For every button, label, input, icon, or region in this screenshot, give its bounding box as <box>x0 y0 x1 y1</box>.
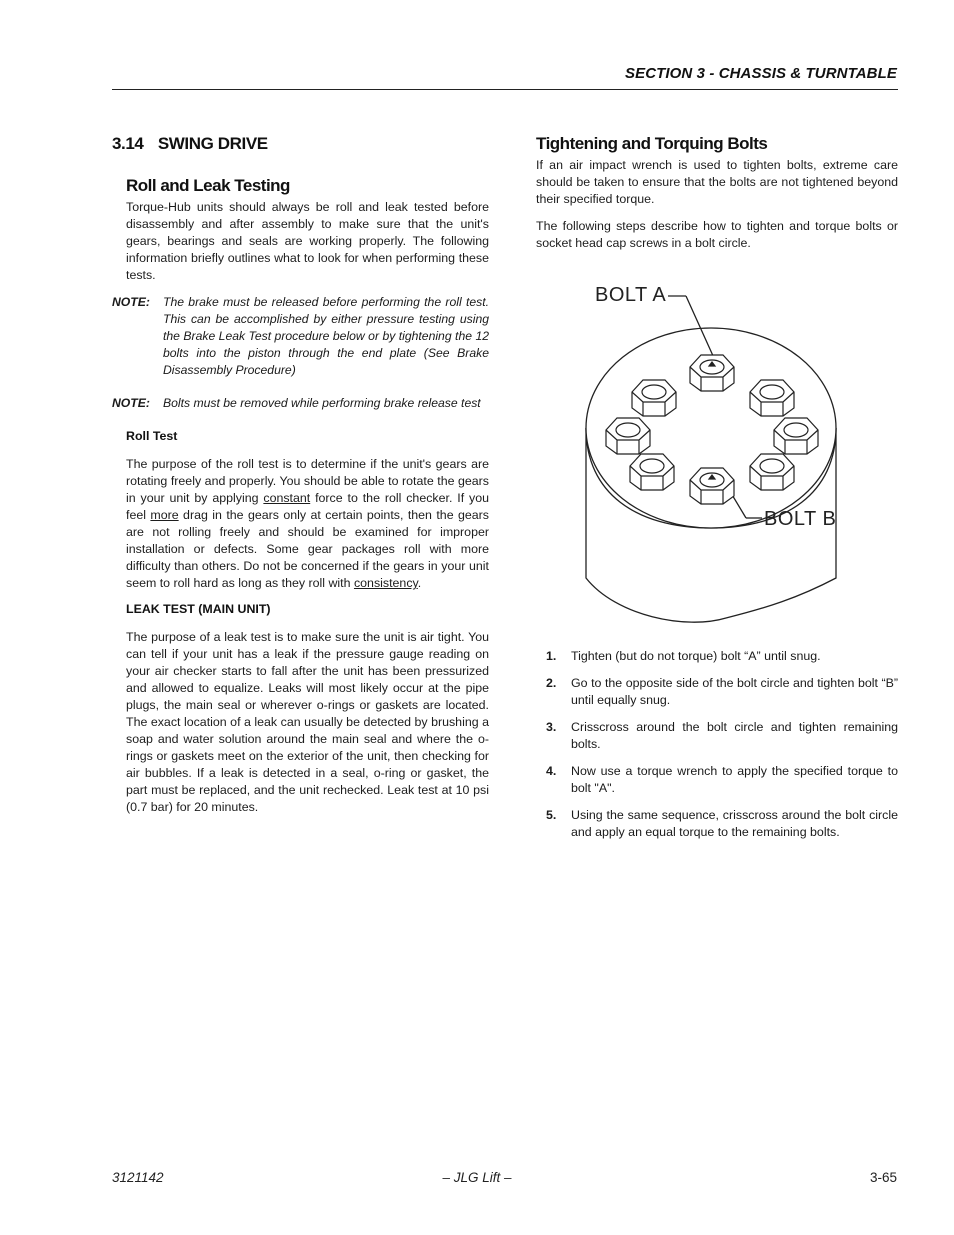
step-item <box>536 675 898 709</box>
section-heading <box>112 134 489 154</box>
note-brake-release <box>112 294 489 379</box>
note-text: Bolts must be removed while performing brake release test <box>163 396 481 410</box>
header-divider <box>112 89 898 90</box>
roll-underline-consistency: consistency <box>353 576 418 590</box>
step-item <box>536 719 898 753</box>
steps-intro-paragraph: The following steps describe how to tighten and torque bolts or socket head cap screws in a bolt circle. <box>536 219 898 250</box>
impact-wrench-paragraph: If an air impact wrench is used to tighten bolts, extreme care should be taken to ensure that the bolts are not tightened beyond their specified torque. <box>536 158 898 206</box>
roll-text-1: The purpose of the roll test is to determine if the unit's gears are rotating freely and properly. You should be able to rotate the gears in your unit by applying <box>126 457 489 505</box>
footer-page-number: 3-65 <box>869 1170 897 1185</box>
roll-text-2: force to the roll checker. If you feel <box>126 491 490 522</box>
roll-text-4: . <box>417 576 422 590</box>
bolt-b-label: BOLT B <box>764 508 837 530</box>
bolt-a-label: BOLT A <box>595 284 667 306</box>
step-item <box>536 763 898 797</box>
step-text: Now use a torque wrench to apply the specified torque to bolt "A". <box>571 764 898 795</box>
note-text: The brake must be released before performing the roll test. This can be accomplished by either pressure testing using the Brake Leak Test procedure below or by tightening the 12 bolts into the piston through the end plate (See Brake Disassembly Procedure) <box>163 295 489 377</box>
right-column <box>536 134 898 851</box>
section-number: 3.14 <box>112 134 144 153</box>
step-text: Tighten (but do not torque) bolt “A” until snug. <box>571 649 821 663</box>
step-number: 1. <box>546 649 557 663</box>
tightening-heading: Tightening and Torquing Bolts <box>536 134 768 153</box>
roll-underline-more: more <box>150 508 179 522</box>
footer-doc-number: 3121142 <box>112 1170 164 1185</box>
step-number: 4. <box>546 764 557 778</box>
roll-text-3: drag in the gears only at certain points, then the gears are not rolling freely and should be examined for improper installation or defects. Some gear packages roll with more difficulty than others. Do not be concerned if the gears in your unit seem to roll hard as long as they roll with <box>126 508 489 590</box>
roll-leak-heading: Roll and Leak Testing <box>126 176 290 195</box>
intro-paragraph: Torque-Hub units should always be roll and leak tested before disassembly and after assembly to make sure that the unit's gears, bearings and seals are working properly. The following information briefly outlines what to look for when performing these tests. <box>126 200 489 282</box>
step-text: Go to the opposite side of the bolt circle and tighten bolt “B” until equally snug. <box>571 676 898 707</box>
note-label: NOTE: <box>112 396 150 410</box>
section-header: SECTION 3 - CHASSIS & TURNTABLE <box>624 65 897 82</box>
step-number: 5. <box>546 808 557 822</box>
roll-test-paragraph <box>126 456 489 592</box>
step-item <box>536 648 898 665</box>
step-text: Crisscross around the bolt circle and tighten remaining bolts. <box>571 720 898 751</box>
step-item <box>536 807 898 841</box>
roll-test-heading: Roll Test <box>126 429 178 443</box>
note-bolts-removed <box>112 395 489 412</box>
footer-center: – JLG Lift – <box>442 1170 512 1185</box>
note-label: NOTE: <box>112 295 150 309</box>
leak-test-paragraph: The purpose of a leak test is to make sure the unit is air tight. You can tell if your unit has a leak if the pressure gauge reading on your air checker starts to fall after the unit has been pressurized and allowed to equalize. Leaks will most likely occur at the pipe plugs, the main seal or wherever o-rings or gaskets are located. The exact location of a leak can usually be detected by brushing a soap and water solution around the main seal and where the o-rings or gaskets meet on the exterior of the unit, then checking for air bubbles. If a leak is detected in a seal, o-ring or gasket, the part must be replaced, and the unit rechecked. Leak test at 10 psi (0.7 bar) for 20 minutes. <box>126 630 489 814</box>
left-column <box>112 134 489 826</box>
section-title: SWING DRIVE <box>157 134 268 153</box>
leak-test-heading: LEAK TEST (MAIN UNIT) <box>126 602 271 616</box>
step-text: Using the same sequence, crisscross around the bolt circle and apply an equal torque to the remaining bolts. <box>571 808 898 839</box>
step-number: 3. <box>546 720 557 734</box>
step-number: 2. <box>546 676 557 690</box>
bolt-circle-figure <box>536 278 898 638</box>
procedure-steps <box>536 648 898 841</box>
roll-underline-constant: constant <box>263 491 311 505</box>
bolt-circle-drawing <box>536 278 898 638</box>
